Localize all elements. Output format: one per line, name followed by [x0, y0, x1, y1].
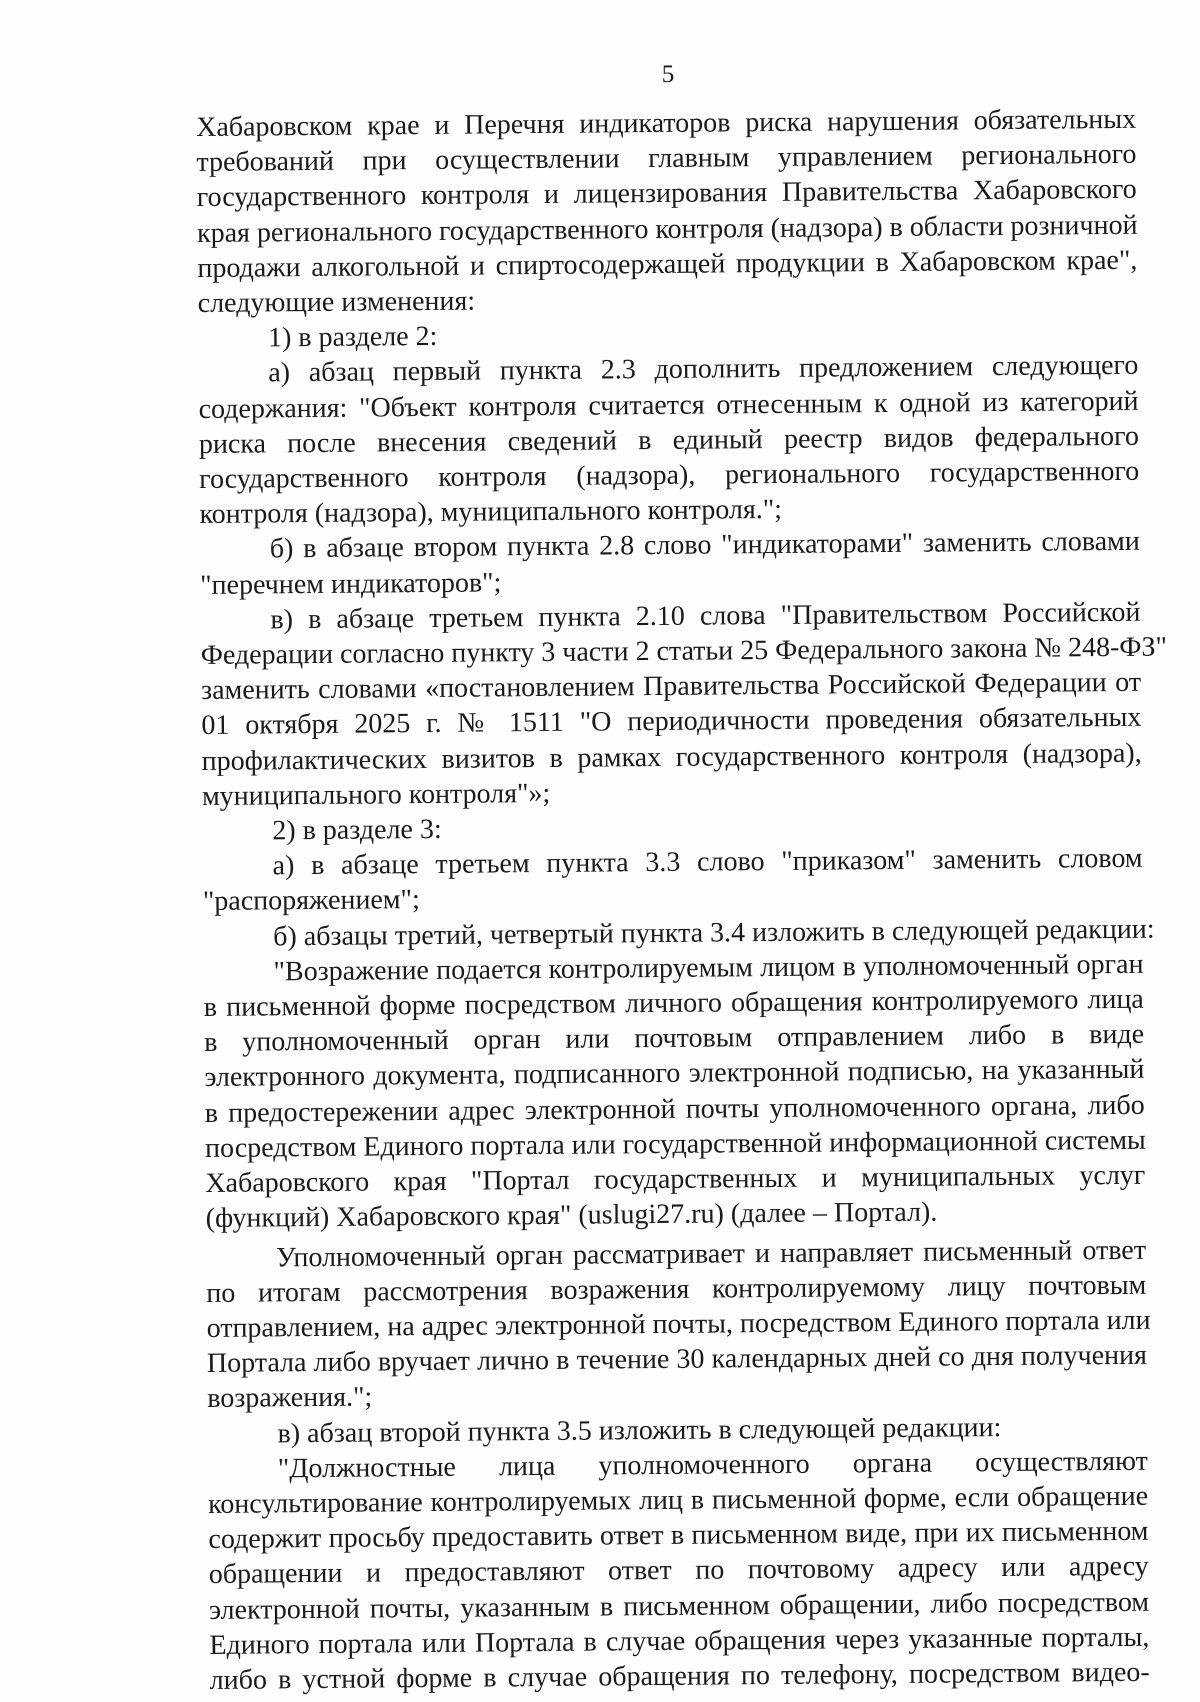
text-line: края регионального государственного контроля (надзора) в области розничной	[196, 209, 1138, 249]
document-body	[196, 102, 1168, 1698]
text-line: консультирование контролируемых лиц в письменной форме, если обращение	[208, 1480, 1149, 1520]
text-line: 1) в разделе 2:	[267, 321, 438, 354]
text-line: либо в устной форме в случае обращения по телефону, посредством видео-	[209, 1656, 1150, 1696]
text-line: риска после внесения сведений в единый реестр видов федерального	[198, 420, 1140, 460]
text-line: посредством Единого портала или государственной информационной системы	[204, 1124, 1146, 1164]
text-line: Единого портала или Портала в случае обращения через указанные порталы,	[209, 1621, 1150, 1661]
text-line: в) в абзаце третьем пункта 2.10 слова "Правительством Российской	[270, 596, 1141, 636]
text-line: "перечнем индикаторов";	[200, 566, 502, 601]
text-line: в предостережении адрес электронной почты уполномоченного органа, либо	[204, 1089, 1145, 1129]
text-line: б) в абзаце втором пункта 2.8 слово "индикаторами" заменить словами	[269, 526, 1140, 565]
text-line: контроля (надзора), муниципального контроля.";	[199, 494, 783, 531]
text-line: в) абзац второй пункта 3.5 изложить в следующей редакции:	[277, 1411, 1002, 1449]
text-line: требований при осуществлении главным управлением регионального	[196, 138, 1137, 179]
text-line: муниципального контроля"»;	[201, 777, 551, 812]
text-line: государственного контроля и лицензирования Правительства Хабаровского	[196, 174, 1137, 214]
text-line: а) в абзаце третьем пункта 3.3 слово "приказом" заменить словом	[272, 843, 1143, 882]
text-line: 2) в разделе 3:	[272, 813, 442, 847]
text-line: Хабаровского края "Портал государственных и муниципальных услуг	[205, 1159, 1146, 1200]
text-line: электронного документа, подписанного электронной подписью, на указанный	[204, 1054, 1145, 1094]
text-line: "Возражение подается контролируемым лицом в уполномоченный орган	[273, 948, 1144, 988]
text-line: отправлением, на адрес электронной почты, посредством Единого портала или	[206, 1304, 1151, 1344]
text-line: в уполномоченный орган или почтовым отправлением либо в виде	[204, 1019, 1145, 1059]
text-line: Федерации согласно пункту 3 части 2 статьи 25 Федерального закона № 248-ФЗ"	[200, 631, 1168, 672]
text-line: возражения.";	[207, 1381, 373, 1415]
text-line: б) абзацы третий, четвертый пункта 3.4 изложить в следующей редакции:	[273, 913, 1155, 953]
text-line: а) абзац первый пункта 2.3 дополнить предложением следующего	[268, 350, 1139, 389]
text-line: содержания: "Объект контроля считается отнесенным к одной из категорий	[198, 385, 1139, 425]
text-line: Портала либо вручает лично в течение 30 календарных дней со дня получения	[206, 1339, 1148, 1380]
text-line: "распоряжением";	[202, 884, 420, 918]
text-line: следующие изменения:	[197, 285, 476, 320]
text-line: Уполномоченный орган рассматривает и направляет письменный ответ	[275, 1234, 1147, 1273]
text-line: по итогам рассмотрения возражения контролируемому лицу почтовым	[206, 1269, 1147, 1309]
text-line: содержит просьбу предоставить ответ в письменном виде, при их письменном	[208, 1515, 1149, 1556]
text-line: в письменной форме посредством личного обращения контролируемого лица	[203, 983, 1144, 1024]
page-number: 5	[661, 61, 675, 88]
text-line: электронной почты, указанным в письменном обращении, либо посредством	[208, 1586, 1150, 1626]
text-line: (функций) Хабаровского края" (uslugi27.ru) (далее – Портал).	[205, 1196, 938, 1235]
text-line: обращении и предоставляют ответ по почтовому адресу или адресу	[208, 1551, 1149, 1591]
text-line: продажи алкогольной и спиртосодержащей продукции в Хабаровском крае",	[197, 244, 1138, 284]
text-line: профилактических визитов в рамках государственного контроля (надзора),	[201, 737, 1142, 777]
text-line: 01 октября 2025 г. № 1511 "О периодичности проведения обязательных	[201, 702, 1142, 742]
text-line: Хабаровском крае и Перечня индикаторов риска нарушения обязательных	[196, 103, 1137, 143]
text-line: заменить словами «постановлением Правительства Российской Федерации от	[200, 667, 1142, 707]
text-line: государственного контроля (надзора), регионального государственного	[199, 455, 1140, 496]
text-line: "Должностные лица уполномоченного органа осуществляют	[277, 1445, 1148, 1485]
